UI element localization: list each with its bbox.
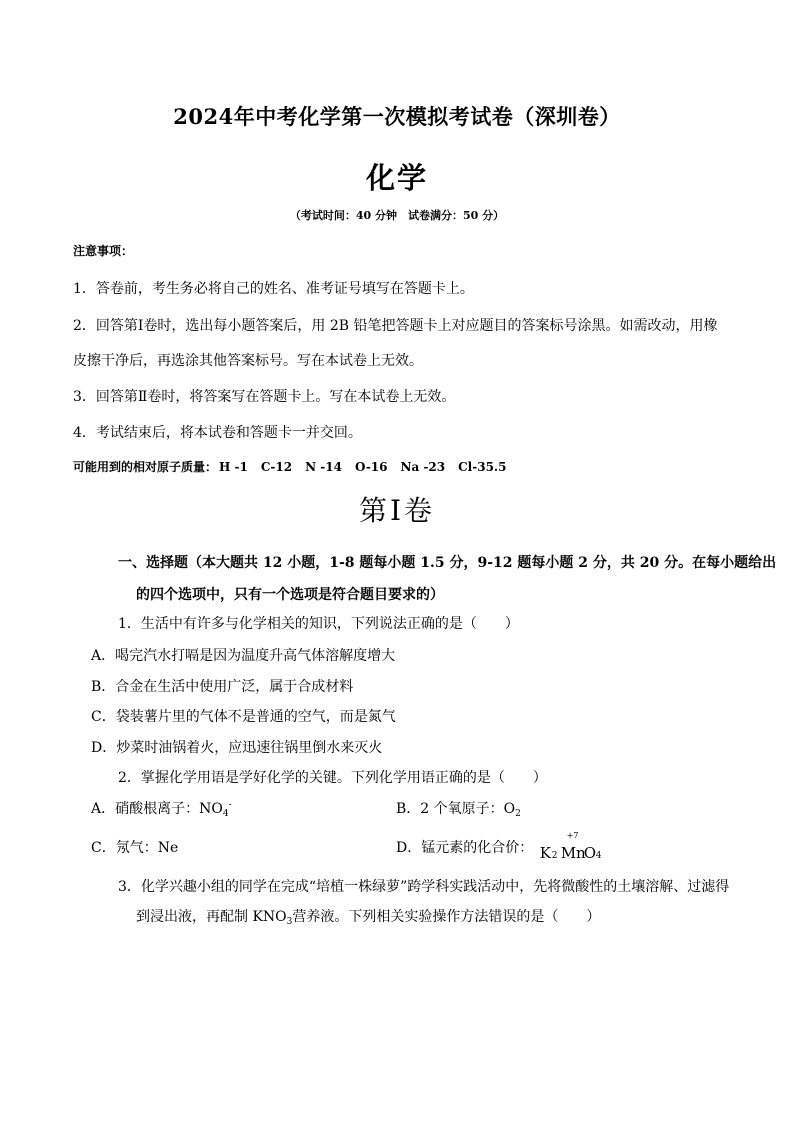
question-3-stem-line2 [136,906,600,927]
question-2-option-b [396,798,521,819]
atomic-mass-na: Na -23 [400,460,446,474]
question-1-option-a: A．喝完汽水打嗝是因为温度升高气体溶解度增大 [91,648,396,664]
notice-item-4: 4．考试结束后，将本试卷和答题卡一并交回。 [73,425,362,441]
atomic-masses [73,458,519,475]
exam-title: 2024年中考化学第一次模拟考试卷（深圳卷） [173,104,621,129]
q3-line2-prefix: 到浸出液，再配制 KNO [136,909,287,925]
formula-valence: +7 [566,831,579,840]
subject-title: 化学 [365,161,428,195]
atomic-mass-n: N -14 [305,460,342,474]
formula-k: K [539,844,551,862]
notice-item-2-continued: 皮擦干净后，再选涂其他答案标号。写在本试卷上无效。 [73,353,423,369]
question-3-stem-line1: 3．化学兴趣小组的同学在完成“培植一株绿萝”跨学科实践活动中，先将微酸性的土壤溶解、过滤得 [118,879,730,895]
atomic-mass-c: C-12 [260,460,293,474]
nitrate-charge: - [228,800,232,810]
exam-time-info: （考试时间：40 分钟 试卷满分：50 分） [289,209,505,222]
atomic-mass-cl: Cl-35.5 [458,460,507,474]
question-2-option-c: C．氖气：Ne [91,840,179,856]
option-b-text: B．2 个氧原子：O [396,801,516,817]
formula-mn: Mn [560,844,586,862]
option-d-text: D．锰元素的化合价： [396,840,534,856]
oxygen-subscript: 2 [515,809,521,819]
nitrate-subscript: 4 [222,809,229,819]
volume-title: 第Ⅰ卷 [358,494,436,527]
atomic-mass-o: O-16 [354,460,388,474]
formula-o-subscript: 4 [595,851,602,861]
formula-o: O [583,844,596,862]
option-a-text: A．硝酸根离子：NO [91,801,223,817]
q3-line2-suffix: 营养液。下列相关实验操作方法错误的是（ ） [292,909,601,925]
formula-k-subscript: 2 [551,851,558,861]
permanganate-formula [538,831,606,862]
question-2-option-a [91,798,232,819]
question-2-option-d [396,831,606,862]
question-1-option-d: D．炒菜时油锅着火，应迅速往锅里倒水来灭火 [91,740,383,756]
notice-item-3: 3．回答第Ⅱ卷时，将答案写在答题卡上。写在本试卷上无效。 [73,389,456,405]
atomic-masses-label: 可能用到的相对原子质量： [73,460,218,474]
kno3-subscript: 3 [286,917,293,927]
question-1-stem: 1．生活中有许多与化学相关的知识，下列说法正确的是（ ） [118,616,519,632]
atomic-mass-h: H -1 [219,460,248,474]
question-1-option-b: B．合金在生活中使用广泛，属于合成材料 [91,679,354,695]
notice-heading: 注意事项： [73,244,134,258]
section-heading-line1: 一、选择题（本大题共 12 小题，1-8 题每小题 1.5 分，9-12 题每小题 2 分，共 20 分。在每小题给出 [118,555,777,571]
question-2-stem: 2．掌握化学用语是学好化学的关键。下列化学用语正确的是（ ） [118,770,547,786]
question-1-option-c: C．袋装薯片里的气体不是普通的空气，而是氮气 [91,709,396,725]
notice-item-2: 2．回答第Ⅰ卷时，选出每小题答案后，用 2B 铅笔把答题卡上对应题目的答案标号涂黑。如需改动，用橡 [73,318,718,334]
section-heading-line2: 的四个选项中，只有一个选项是符合题目要求的） [136,587,444,603]
notice-item-1: 1．答卷前，考生务必将自己的姓名、准考证号填写在答题卡上。 [73,281,474,297]
